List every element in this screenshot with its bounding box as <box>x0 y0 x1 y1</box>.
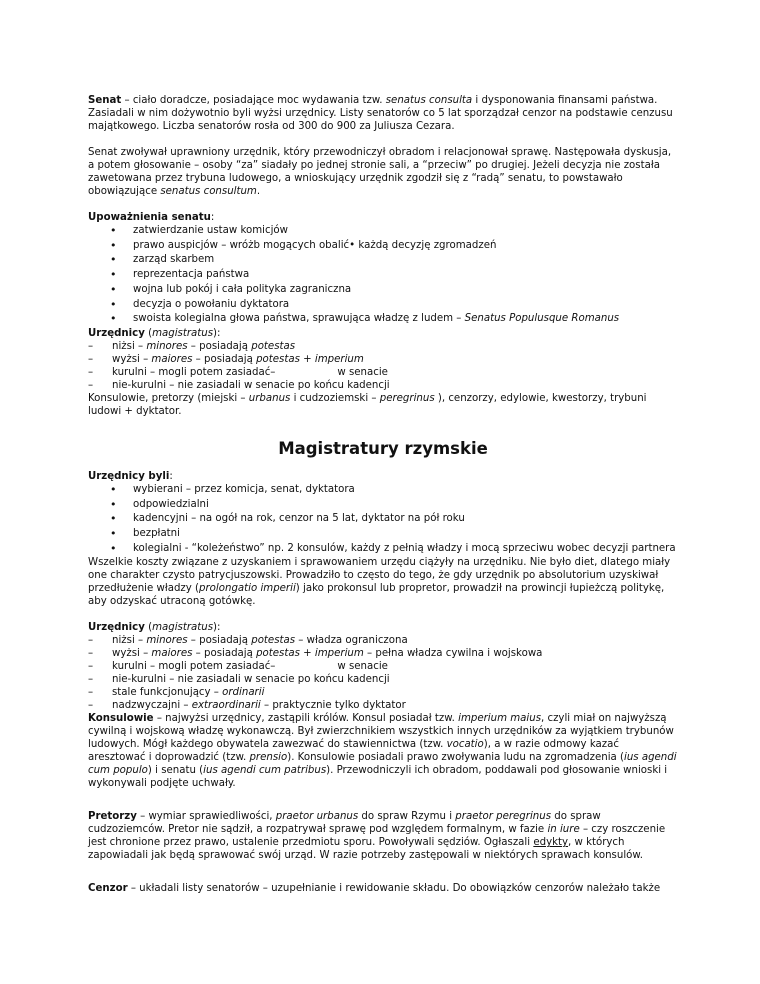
text: wyżsi – <box>112 353 152 365</box>
text-italic: minores <box>146 635 188 647</box>
text: ( <box>144 327 153 339</box>
text-italic: prensio <box>249 752 288 764</box>
heading-bold: Urzędnicy <box>88 622 145 634</box>
text-italic: praetor urbanus <box>275 811 359 823</box>
text: – posiadają <box>192 353 257 365</box>
text-italic: potestas <box>251 340 296 352</box>
text: ). Konsulowie posiadali prawo zwoływania ludu na zgromadzenia ( <box>287 752 624 764</box>
list-item <box>88 366 678 379</box>
list-item: • wybierani – przez komicja, senat, dyktatora <box>88 483 678 498</box>
text: – układali listy senatorów – uzupełnianie i rewidowanie składu. Do obowiązków cenzorów należało także <box>127 883 661 895</box>
heading-bold: Upoważnienia senatu <box>88 212 211 223</box>
byli-title <box>88 470 678 483</box>
senat-paragraph <box>88 94 678 133</box>
text-italic: in iure <box>547 824 580 836</box>
urzednicy2-title <box>88 621 678 634</box>
list-item: • kolegialni - “koleżeństwo” np. 2 konsulów, każdy z pełnią władzy i mocą sprzeciwu wobec decyzji partnera <box>88 542 678 557</box>
list-item: • odpowiedzialni <box>88 498 678 513</box>
text-italic: ius agendi cum patribus <box>203 765 327 777</box>
text: – władza ograniczona <box>295 635 408 647</box>
text: Wszelkie koszty związane z uzyskaniem i sprawowaniem urzędu ciążyły na urzędniku. Nie było diet, dlatego miały one charakter czysto patrycjuszowski. Prowadziło to często do tego, że gdy urzędnik po absolutorium uzyskiwał przedłużenie władzy ( <box>88 557 671 595</box>
text: stale funkcjonujący – <box>112 687 223 699</box>
cenzor-paragraph <box>88 882 678 895</box>
text-italic: minores <box>146 340 188 352</box>
urzednicy2-list <box>88 634 678 712</box>
list-item <box>88 312 678 327</box>
text: Konsulowie, pretorzy (miejski – <box>88 392 249 404</box>
text-italic: urbanus <box>248 392 291 404</box>
text-italic: magistratus <box>152 622 214 634</box>
text: : <box>169 470 173 482</box>
text-italic: peregrinus <box>379 392 435 404</box>
text: niżsi – <box>112 340 147 352</box>
text: – posiadają <box>187 635 252 647</box>
text-italic: potestas <box>251 635 296 647</box>
text: ), cenzorzy, edylowie, kwestorzy, trybuni ludowi + dyktator. <box>88 392 647 417</box>
text-italic: magistratus <box>152 327 214 339</box>
text-italic: imperium maius <box>458 713 541 725</box>
list-item <box>88 340 678 353</box>
list-item: • reprezentacja państwa <box>88 268 678 283</box>
text-italic: praetor peregrinus <box>455 811 552 823</box>
text: , w których zapowiadali jak będą sprawować swój urząd. W razie potrzeby zastępowali w niektórych sprawach konsulów. <box>88 837 644 862</box>
text-italic: prolongatio imperii <box>199 583 296 595</box>
text-italic: extraordinarii <box>191 700 261 712</box>
text-italic: maiores <box>151 648 193 660</box>
list-item <box>88 686 678 699</box>
term-bold: Konsulowie <box>88 713 154 725</box>
list-item: • bezpłatni <box>88 527 678 542</box>
text-italic: potestas + imperium <box>256 648 364 660</box>
text: – wymiar sprawiedliwości, <box>136 811 276 823</box>
text: – praktycznie tylko dyktator <box>260 700 406 712</box>
text: . <box>256 186 261 197</box>
text: – posiadają <box>187 340 252 352</box>
document-page <box>88 94 678 895</box>
byli-list <box>88 483 678 557</box>
text: , czyli miał on najwyższą cywilną i wojskową władzę wykonawczą. Był zwierzchnikiem wszystkich innych urzędników za wyjątkiem trybunów ludowych. Mógł każdego obywatela zawezwać do stawiennictwa (tzw. <box>88 713 674 751</box>
list-item <box>88 634 678 647</box>
heading-bold: Urzędnicy <box>88 327 145 339</box>
text: : <box>210 212 215 223</box>
section-heading: Magistratury rzymskie <box>278 438 488 458</box>
senat-procedure-paragraph <box>88 146 678 198</box>
text: ). Przewodniczyli ich obradom, poddawali pod głosowanie wnioski i wykonywali podjęte uchwały. <box>88 765 668 790</box>
text-italic: Senatus Populusque Romanus <box>464 313 620 325</box>
pretorzy-paragraph <box>88 810 678 862</box>
text: wyżsi – <box>112 648 152 660</box>
uprawnienia-title <box>88 211 678 224</box>
text-italic: ius agendi cum populo <box>88 752 677 777</box>
list-item <box>88 647 678 660</box>
list-item: • wojna lub pokój i cała polityka zagraniczna <box>88 283 678 298</box>
text: ), a w razie odmowy kazać aresztować i doprowadzić (tzw. <box>88 739 619 764</box>
list-item <box>88 660 678 673</box>
underlined-term: edykty <box>533 837 569 849</box>
text: do spraw cudzoziemców. Pretor nie sądził, a rozpatrywał sprawę pod względem formalnym, w fazie <box>88 811 601 836</box>
text: – pełna władza cywilna i wojskowa <box>363 648 543 660</box>
urzednicy-title <box>88 327 678 340</box>
text: i dysponowania finansami państwa. Zasiadali w nim dożywotnio byli wyżsi urzędnicy. Listy senatorów co 5 lat sporządzał cenzor na podstawie cenzusu majątkowego. Liczba senatorów rosła od 300 do 900 za Juliusza Cezara. <box>88 95 673 132</box>
konsulowie-list-paragraph <box>88 392 678 418</box>
text-italic: senatus consultum <box>160 186 257 197</box>
text: swoista kolegialna głowa państwa, sprawująca władzę z ludem – <box>133 313 465 325</box>
list-item: • decyzja o powołaniu dyktatora <box>88 298 678 313</box>
text: w senacie <box>337 366 388 378</box>
text: do spraw Rzymu i <box>358 811 456 823</box>
text: – posiadają <box>192 648 257 660</box>
text-italic: ordinarii <box>222 687 265 699</box>
text: niżsi – <box>112 635 147 647</box>
text: ) jako prokonsul lub propretor, prowadził na prowincji łupieżczą politykę, aby odzyskać utraconą gotówkę. <box>88 583 665 608</box>
list-item: – nie-kurulni – nie zasiadali w senacie po końcu kadencji <box>88 673 678 686</box>
list-item: • zatwierdzanie ustaw komicjów <box>88 224 678 239</box>
senat-term: Senat <box>88 95 122 106</box>
text: kurulni – mogli potem zasiadać– <box>112 366 276 378</box>
text: Senat zwoływał uprawniony urzędnik, który przewodniczył obradom i relacjonował sprawę. Następowała dyskusja, a potem głosowanie – osoby “za” siadały po jednej stronie sali, a “przeciw” po drugiej. Jeżeli decyzja nie została zawetowana przez trybuna ludowego, a wnioskujący urzędnik zgodził się z “radą” senatu, to powstawało obowiązujące <box>88 147 672 197</box>
koszty-paragraph <box>88 556 678 608</box>
list-item: • kadencyjni – na ogół na rok, cenzor na 5 lat, dyktator na pół roku <box>88 512 678 527</box>
list-item <box>88 353 678 366</box>
list-item: – nie-kurulni – nie zasiadali w senacie po końcu kadencji <box>88 379 678 392</box>
urzednicy-list <box>88 340 678 392</box>
text-italic: maiores <box>151 353 193 365</box>
text: – najwyżsi urzędnicy, zastąpili królów. Konsul posiadał tzw. <box>153 713 459 725</box>
term-bold: Cenzor <box>88 883 128 895</box>
text: – czy roszczenie jest chronione przez prawo, ustalenie przedmiotu sporu. Powoływali sędziów. Ogłaszali <box>88 824 666 849</box>
text-italic: potestas + imperium <box>256 353 364 365</box>
list-item <box>88 699 678 712</box>
list-item: • zarząd skarbem <box>88 253 678 268</box>
text-italic: vocatio <box>446 739 484 751</box>
text-italic: senatus consulta <box>385 95 473 106</box>
text: kurulni – mogli potem zasiadać– <box>112 661 276 673</box>
uprawnienia-list <box>88 224 678 327</box>
text: w senacie <box>337 661 388 673</box>
text: ( <box>144 622 153 634</box>
konsulowie-paragraph <box>88 712 678 790</box>
text: ): <box>213 622 221 634</box>
text: – ciało doradcze, posiadające moc wydawania tzw. <box>121 95 386 106</box>
list-item: • prawo auspicjów – wróżb mogących obalić• każdą decyzję zgromadzeń <box>88 239 678 254</box>
heading-bold: Urzędnicy byli <box>88 470 170 482</box>
text: i cudzoziemski – <box>290 392 380 404</box>
text: ): <box>213 327 221 339</box>
text: nadzwyczajni – <box>112 700 192 712</box>
text: ) i senatu ( <box>147 765 204 777</box>
term-bold: Pretorzy <box>88 811 137 823</box>
